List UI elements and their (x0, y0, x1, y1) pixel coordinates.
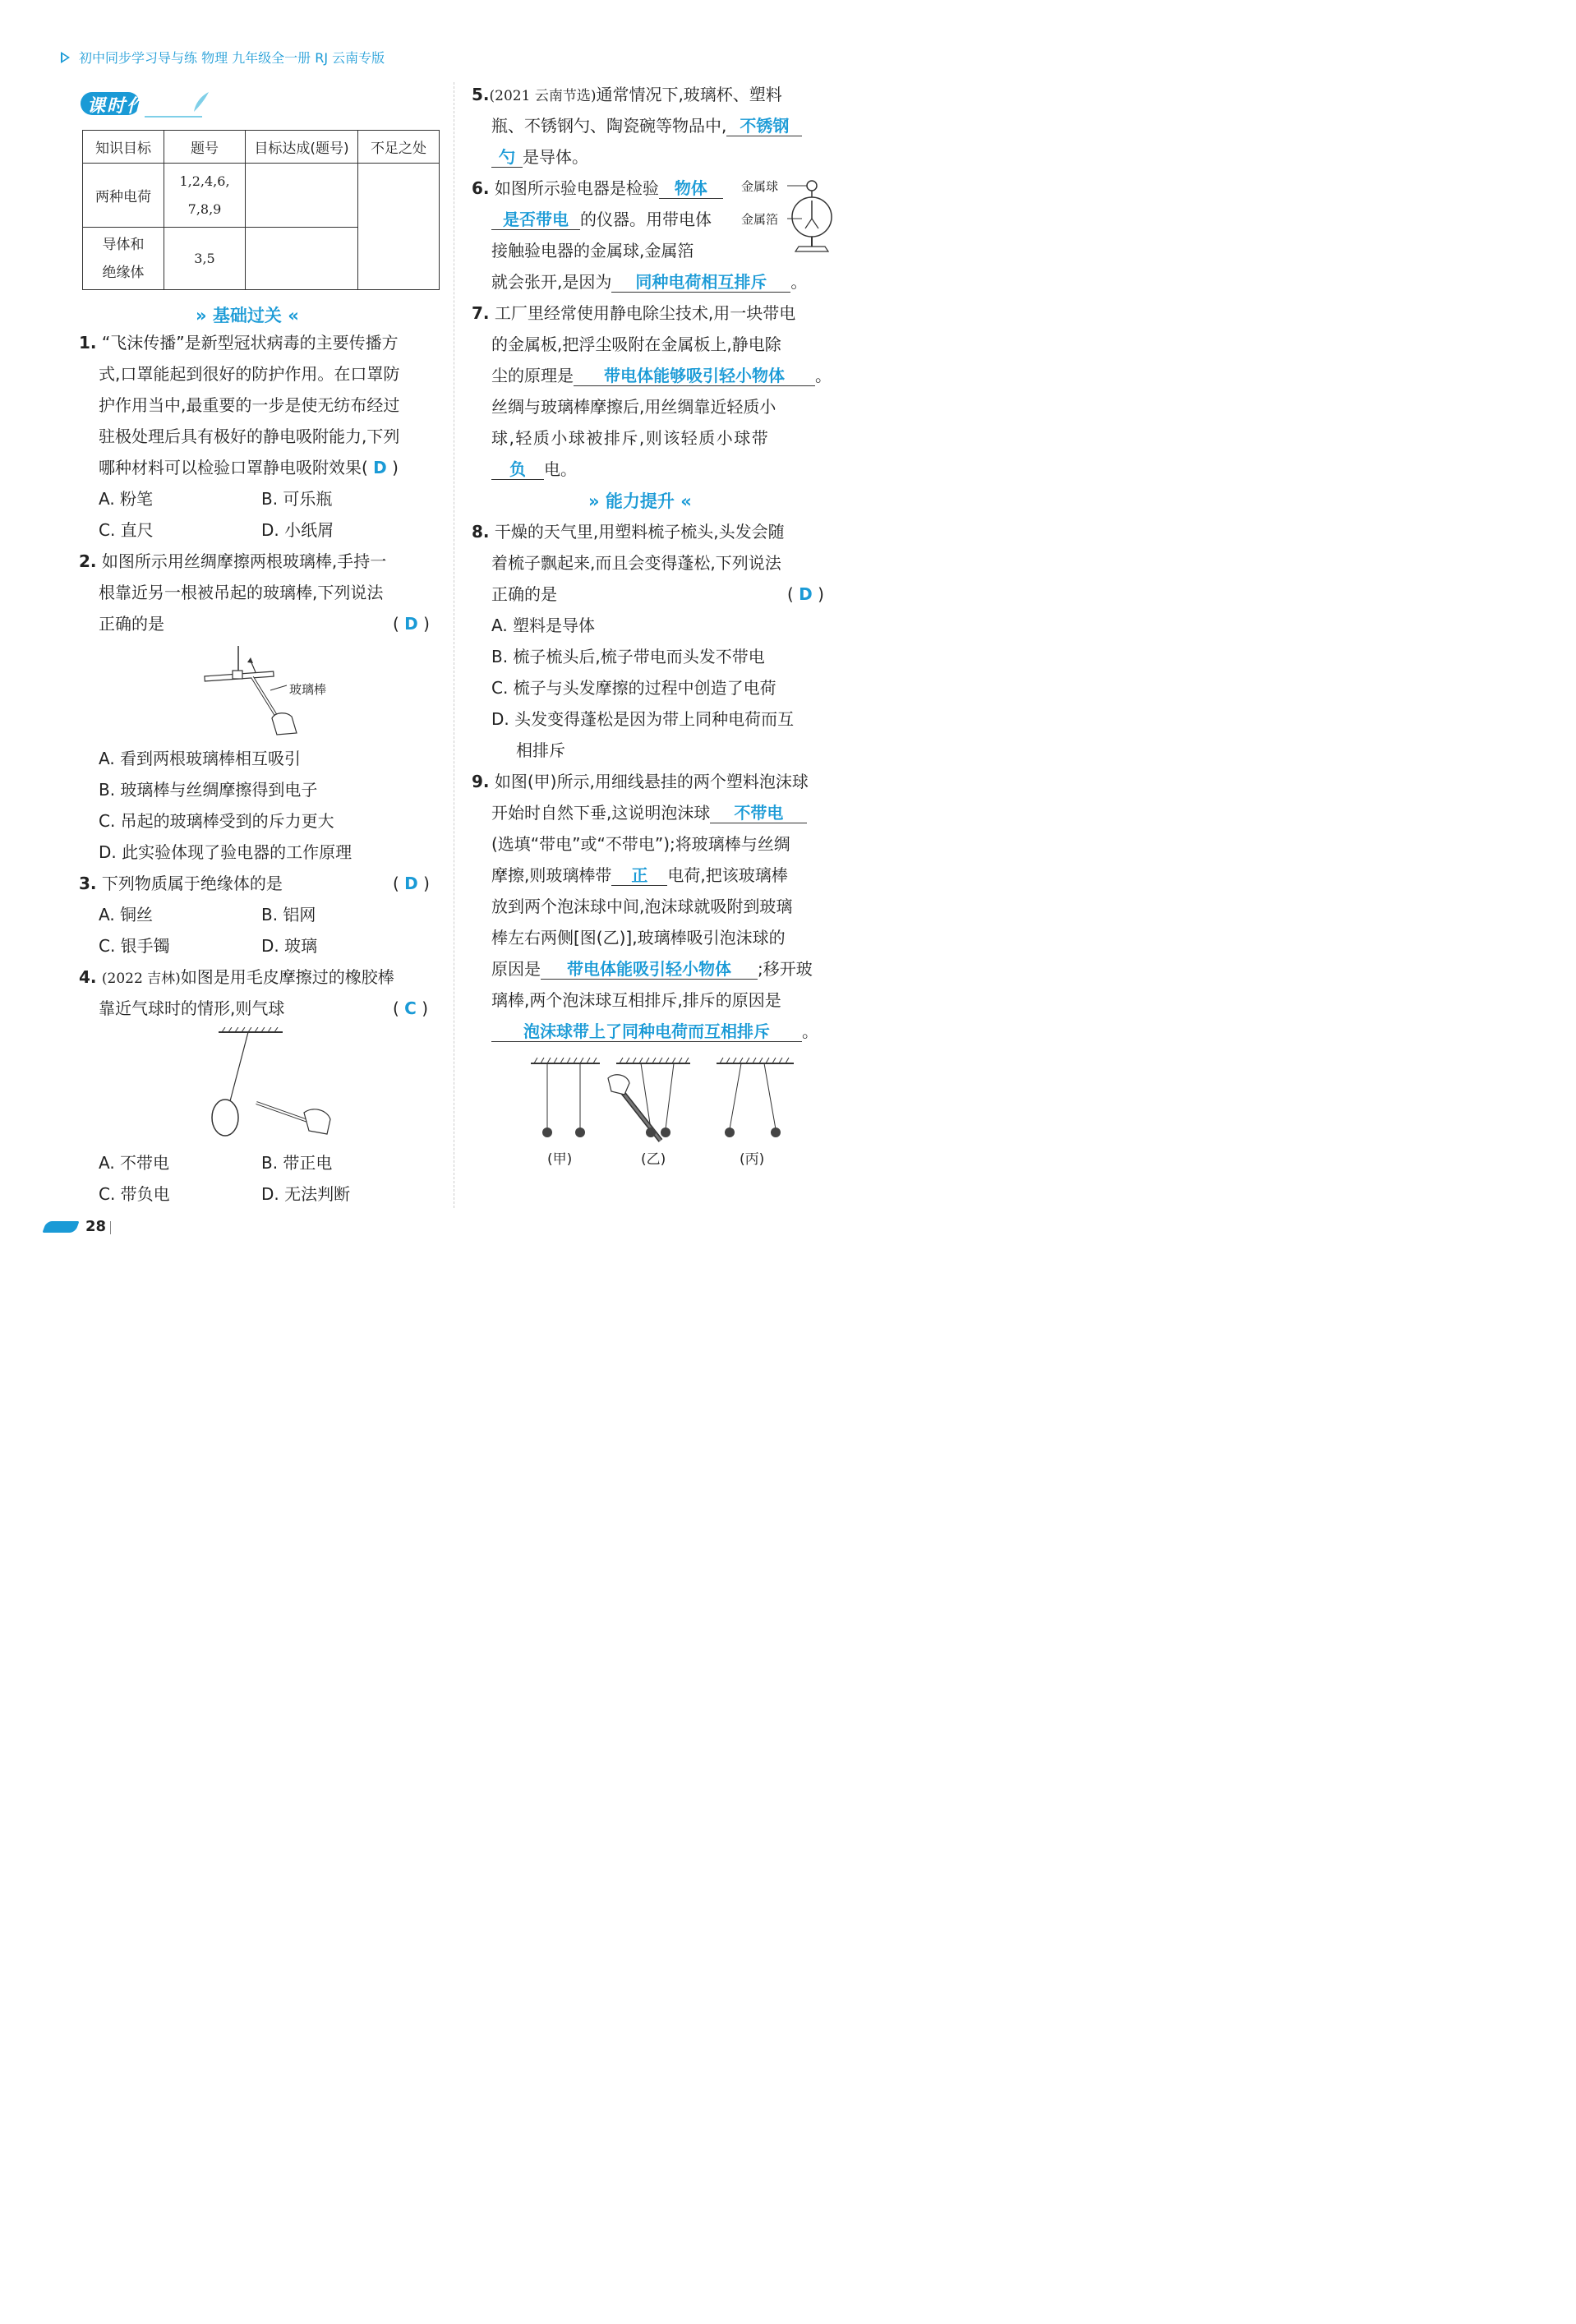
q8-option-d-cont: 相排斥 (516, 740, 565, 760)
q4-option-c: C. 带负电 (99, 1184, 170, 1204)
q5-fill-b[interactable]: 勺 (491, 148, 523, 168)
q9-line-2: 开始时自然下垂,这说明泡沫球 不带电 (491, 797, 807, 828)
q6-line-3: 接触验电器的金属球,金属箔 (491, 241, 694, 261)
table-header-cell: 题号 (164, 131, 246, 164)
page-number: 28 (85, 1218, 107, 1235)
q8-option-c: C. 梳子与头发摩擦的过程中创造了电荷 (491, 678, 776, 698)
table-cell-achieved[interactable] (246, 228, 358, 290)
q9-fill-1[interactable]: 不带电 (710, 804, 807, 823)
fig-label-bing: (丙) (740, 1151, 765, 1168)
q9-line-5: 放到两个泡沫球中间,泡沫球就吸附到玻璃 (491, 897, 793, 916)
q1-option-a: A. 粉笔 (99, 489, 154, 509)
goal-table (82, 130, 440, 290)
label-metal-ball: 金属球 (741, 179, 779, 194)
book-header: 初中同步学习导与练 物理 九年级全一册 RJ 云南专版 (79, 50, 385, 66)
q7-line-3: 尘的原理是 带电体能够吸引轻小物体 。 (491, 366, 832, 385)
section-title-basic (196, 302, 299, 327)
q2-line-2: 根靠近另一根被吊起的玻璃棒,下列说法 (99, 583, 384, 602)
q8-answer-paren: ( D ) (787, 584, 824, 604)
q3-option-c: C. 银手镯 (99, 936, 170, 956)
q9-line-7: 原因是 带电体能吸引轻小物体 ;移开玻 (491, 959, 813, 979)
q9-line-1: 9. 如图(甲)所示,用细线悬挂的两个塑料泡沫球 (472, 772, 809, 791)
q7-line-6: 负 电。 (491, 454, 577, 485)
double-chevron-left-icon: « (680, 491, 692, 511)
page-number-bar (110, 1221, 111, 1234)
q6-line-4: 就会张开,是因为 同种电荷相互排斥 。 (491, 272, 808, 292)
q4-option-b: B. 带正电 (261, 1153, 333, 1173)
double-chevron-right-icon: » (196, 306, 207, 325)
q4-answer: C (404, 998, 417, 1018)
homework-badge (79, 87, 210, 120)
q7-line-4: 丝绸与玻璃棒摩擦后,用丝绸靠近轻质小 (491, 397, 776, 417)
q8-line-2: 着梳子飘起来,而且会变得蓬松,下列说法 (491, 553, 781, 573)
fig-label-jia: (甲) (547, 1151, 573, 1168)
q9-line-6: 棒左右两侧[图(乙)],玻璃棒吸引泡沫球的 (491, 928, 786, 948)
section-title-ability (588, 488, 692, 513)
q6-line-2: 是否带电 的仪器。用带电体 (491, 204, 712, 235)
label-metal-foil: 金属箔 (741, 212, 779, 227)
q8-option-a: A. 塑料是导体 (491, 616, 596, 635)
q2-answer-paren: ( D ) (393, 614, 430, 634)
q5-line-1: 5.(2021 云南节选)通常情况下,玻璃杯、塑料 (472, 85, 782, 104)
q7-line-1: 7. 工厂里经常使用静电除尘技术,用一块带电 (472, 303, 796, 323)
q9-fill-3[interactable]: 带电体能吸引轻小物体 (541, 960, 758, 980)
q9-fill-4[interactable]: 泡沫球带上了同种电荷而互相排斥 (491, 1022, 802, 1042)
q4-option-d: D. 无法判断 (261, 1184, 351, 1204)
section-ability-label: 能力提升 (605, 491, 675, 511)
q4-balloon-figure (189, 1027, 353, 1142)
q4-answer-paren: ( C ) (393, 998, 429, 1018)
q1-line-3: 护作用当中,最重要的一步是使无纺布经过 (99, 395, 400, 415)
table-header-cell: 不足之处 (358, 131, 440, 164)
nums-line: 7,8,9 (187, 201, 222, 217)
q2-option-c: C. 吊起的玻璃棒受到的斥力更大 (99, 811, 334, 831)
q1-line-5: 哪种材料可以检验口罩静电吸附效果( D ) (99, 458, 399, 477)
table-cell-nums: 3,5 (164, 228, 246, 290)
q1-option-b: B. 可乐瓶 (261, 489, 333, 509)
nums-line: 1,2,4,6, (179, 173, 230, 189)
q4-option-a: A. 不带电 (99, 1153, 170, 1173)
q5-line-3: 勺 是导体。 (491, 141, 588, 173)
q1-answer: D (373, 458, 387, 477)
q2-glass-rod-figure (201, 643, 357, 741)
q7-line-5: 球,轻质小球被排斥,则该轻质小球带 (491, 428, 770, 448)
q8-option-d: D. 头发变得蓬松是因为带上同种电荷而互 (491, 709, 795, 729)
badge-text: 课时作业 (87, 96, 167, 117)
table-cell-topic: 两种电荷 (83, 164, 164, 228)
q1-line-1: 1. “飞沫传播”是新型冠状病毒的主要传播方 (79, 333, 399, 353)
q9-fill-2[interactable]: 正 (611, 866, 667, 886)
q9-line-9: 泡沫球带上了同种电荷而互相排斥 。 (491, 1016, 818, 1047)
q7-fill-1[interactable]: 带电体能够吸引轻小物体 (574, 367, 815, 386)
table-header-cell: 知识目标 (83, 131, 164, 164)
q7-fill-2[interactable]: 负 (491, 460, 544, 480)
table-header-cell: 目标达成(题号) (246, 131, 358, 164)
q6-line-1: 6. 如图所示验电器是检验 物体 (472, 173, 723, 204)
q2-option-b: B. 玻璃棒与丝绸摩擦得到电子 (99, 780, 318, 800)
q9-line-8: 璃棒,两个泡沫球互相排斥,排斥的原因是 (491, 990, 781, 1010)
q3-answer-paren: ( D ) (393, 874, 430, 893)
table-cell-topic (83, 228, 164, 290)
q3-option-b: B. 铝网 (261, 905, 316, 925)
q9-line-4: 摩擦,则玻璃棒带 正 电荷,把该玻璃棒 (491, 865, 788, 885)
q4-line-2: 靠近气球时的情形,则气球 (99, 998, 285, 1018)
q8-option-b: B. 梳子梳头后,梳子带电而头发不带电 (491, 647, 765, 666)
page-number-decoration (42, 1221, 79, 1233)
q2-option-d: D. 此实验体现了验电器的工作原理 (99, 842, 353, 862)
q2-answer: D (404, 614, 418, 634)
q1-option-c: C. 直尺 (99, 520, 154, 540)
q4-line-1: 4. (2022 吉林)如图是用毛皮摩擦过的橡胶棒 (79, 967, 394, 987)
fig-label-yi: (乙) (641, 1151, 666, 1168)
table-cell-nums (164, 164, 246, 228)
table-cell-shortcoming[interactable] (358, 164, 440, 290)
double-chevron-left-icon: « (288, 306, 299, 325)
q9-foam-balls-figure (526, 1055, 805, 1146)
q6-fill-3[interactable]: 同种电荷相互排斥 (611, 273, 790, 293)
electroscope-figure (786, 176, 843, 258)
q7-line-2: 的金属板,把浮尘吸附在金属板上,静电除 (491, 334, 781, 354)
q2-line-3: 正确的是 (99, 614, 164, 634)
q6-fill-2[interactable]: 是否带电 (491, 210, 580, 230)
q1-line-4: 驻极处理后具有极好的静电吸附能力,下列 (99, 427, 400, 446)
double-chevron-right-icon: » (588, 491, 600, 511)
q5-line-2: 瓶、不锈钢勺、陶瓷碗等物品中, 不锈钢 (491, 110, 802, 141)
q3-option-d: D. 玻璃 (261, 936, 318, 956)
q9-line-3: (选填“带电”或“不带电”);将玻璃棒与丝绸 (491, 834, 790, 854)
q2-line-1: 2. 如图所示用丝绸摩擦两根玻璃棒,手持一 (79, 551, 387, 571)
q2-figure-label: 玻璃棒 (289, 682, 327, 697)
q8-line-3: 正确的是 (491, 584, 557, 604)
q1-line-2: 式,口罩能起到很好的防护作用。在口罩防 (99, 364, 400, 384)
q8-line-1: 8. 干燥的天气里,用塑料梳子梳头,头发会随 (472, 522, 785, 542)
q8-answer: D (799, 584, 813, 604)
topic-line: 导体和 (102, 236, 145, 253)
table-cell-achieved[interactable] (246, 164, 358, 228)
q1-option-d: D. 小纸屑 (261, 520, 334, 540)
topic-line: 绝缘体 (102, 264, 145, 281)
section-basic-label: 基础过关 (212, 306, 282, 325)
q5-fill-a[interactable]: 不锈钢 (726, 117, 802, 136)
q3-option-a: A. 铜丝 (99, 905, 154, 925)
q6-fill-1[interactable]: 物体 (659, 179, 723, 199)
q2-option-a: A. 看到两根玻璃棒相互吸引 (99, 749, 302, 768)
q3-line: 3. 下列物质属于绝缘体的是 (79, 874, 283, 893)
q3-answer: D (404, 874, 418, 893)
